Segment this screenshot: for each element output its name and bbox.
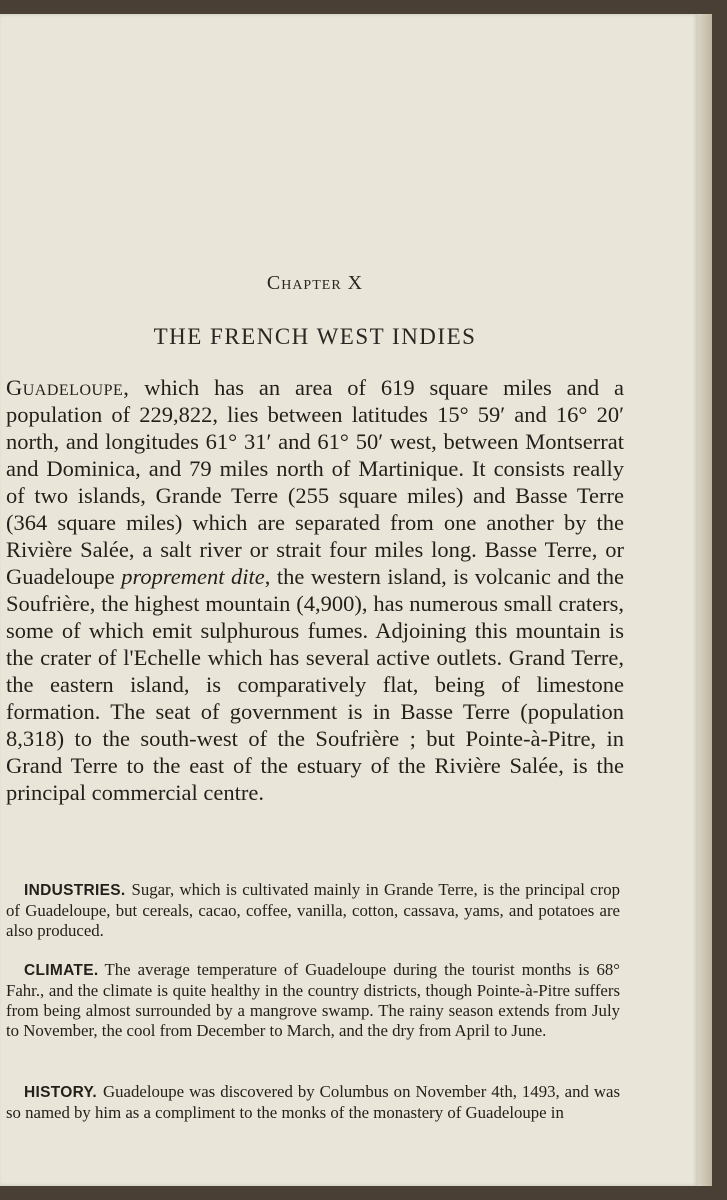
main-paragraph <box>6 374 624 806</box>
italic-phrase: proprement dite <box>121 564 265 589</box>
chapter-heading: Chapter X <box>266 272 364 294</box>
chapter-title: THE FRENCH WEST INDIES <box>153 324 477 349</box>
history-heading: HISTORY. <box>24 1084 98 1101</box>
industries-heading: INDUSTRIES. <box>24 882 126 899</box>
page-edge <box>698 14 712 1186</box>
paragraph-text-part1: which has an area of 619 square miles and a population of 229,822, lies between latitudes 15° 59′ and 16° 20′ north, and longitudes 61° 31′ and 61° 50′ west, between Montserrat and Dominica, and 79 miles north of Martinique. It consists really of two islands, Grande Terre (255 square miles) and Basse Terre (364 square miles) which are separated from one another by the Rivière Salée, a salt river or strait four miles long. Basse Terre, or Guadeloupe <box>6 375 624 589</box>
climate-paragraph <box>6 960 620 1041</box>
climate-heading: CLIMATE. <box>24 962 99 979</box>
paragraph-text-part2: , the western island, is volcanic and the Soufrière, the highest mountain (4,900), has numerous small craters, some of which emit sulphurous fumes. Adjoining this mountain is the crater of l'Echelle which has several active outlets. Grand Terre, the eastern island, is comparatively flat, being of limestone formation. The seat of government is in Basse Terre (population 8,318) to the south-west of the Soufrière ; but Pointe-à-Pitre, in Grand Terre to the east of the estuary of the Rivière Salée, is the principal commercial centre. <box>6 564 624 805</box>
history-text: Guadeloupe was discovered by Columbus on November 4th, 1493, and was so named by him as a compliment to the monks of the monastery of Guadeloupe in <box>6 1082 620 1122</box>
lead-word: Guadeloupe, <box>6 375 130 400</box>
climate-text: The average temperature of Guadeloupe during the tourist months is 68° Fahr., and the climate is quite healthy in the country districts, though Pointe-à-Pitre suffers from being almost surrounded by a mangrove swamp. The rainy season extends from July to November, the cool from December to March, and the dry from April to June. <box>6 960 620 1040</box>
industries-text: Sugar, which is cultivated mainly in Grande Terre, is the principal crop of Guadeloupe, but cereals, cacao, coffee, vanilla, cotton, cassava, yams, and potatoes are also produced. <box>6 880 620 940</box>
history-paragraph <box>6 1082 620 1123</box>
book-page <box>0 14 698 1186</box>
industries-paragraph <box>6 880 620 941</box>
